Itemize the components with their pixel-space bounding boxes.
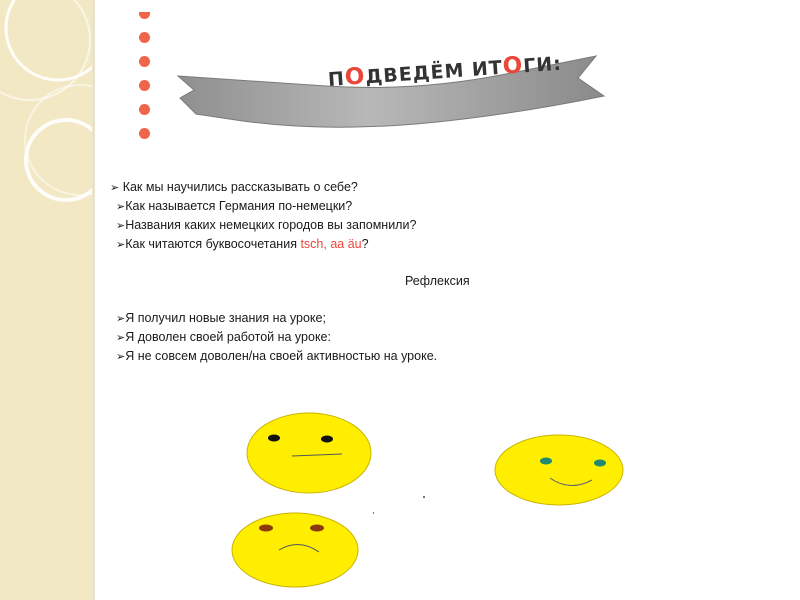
question-text: Как называется Германия по-немецки? <box>125 199 353 213</box>
band-edge-line <box>92 0 95 600</box>
banner-title-highlight: О <box>343 63 367 91</box>
stray-mark <box>423 496 425 498</box>
eye <box>268 435 280 442</box>
eye <box>540 458 552 465</box>
question-text: Названия каких немецких городов вы запомнили? <box>125 218 417 232</box>
arrow-bullet-icon: ➢ <box>116 331 126 344</box>
question-item <box>116 198 352 215</box>
eye <box>259 525 273 532</box>
reflexia-heading: Рефлексия <box>405 274 470 288</box>
banner-title-part: ДВЕДЁМ ИТ <box>364 56 504 89</box>
decorative-rings <box>0 0 92 600</box>
arrow-bullet-icon: ➢ <box>116 200 126 213</box>
dot <box>139 56 150 67</box>
question-item <box>116 236 369 253</box>
dot <box>139 32 150 43</box>
question-text: Как мы научились рассказывать о себе? <box>119 180 358 194</box>
decorative-dots <box>139 12 151 152</box>
dot <box>139 80 150 91</box>
stray-mark <box>373 512 374 514</box>
reflexia-text: Я не совсем доволен/на своей активностью на уроке. <box>125 349 438 363</box>
eye <box>321 436 333 443</box>
banner-title-part: ГИ: <box>522 52 563 78</box>
dot <box>139 104 150 115</box>
question-item <box>110 179 358 196</box>
neutral-face-icon <box>244 410 376 496</box>
dot <box>139 128 150 139</box>
reflexia-item <box>116 348 437 365</box>
sad-face-icon <box>229 510 361 590</box>
eye <box>594 460 606 467</box>
question-text: Как читаются буквосочетания <box>125 237 301 251</box>
happy-face-icon <box>492 432 626 508</box>
arrow-bullet-icon: ➢ <box>116 350 126 363</box>
letter-combinations: tsch, aa äu <box>300 237 362 251</box>
eye <box>310 525 324 532</box>
question-item <box>116 217 416 234</box>
arrow-bullet-icon: ➢ <box>110 181 120 194</box>
reflexia-item <box>116 310 326 327</box>
reflexia-item <box>116 329 331 346</box>
reflexia-text: Я получил новые знания на уроке; <box>125 311 326 325</box>
banner-title-part: П <box>327 67 346 91</box>
reflexia-text: Я доволен своей работой на уроке: <box>125 330 331 344</box>
banner-title-highlight: О <box>501 52 525 80</box>
left-decorative-band <box>0 0 92 600</box>
arrow-bullet-icon: ➢ <box>116 238 126 251</box>
arrow-bullet-icon: ➢ <box>116 312 126 325</box>
question-text: ? <box>361 237 369 251</box>
dot <box>139 12 150 19</box>
arrow-bullet-icon: ➢ <box>116 219 126 232</box>
